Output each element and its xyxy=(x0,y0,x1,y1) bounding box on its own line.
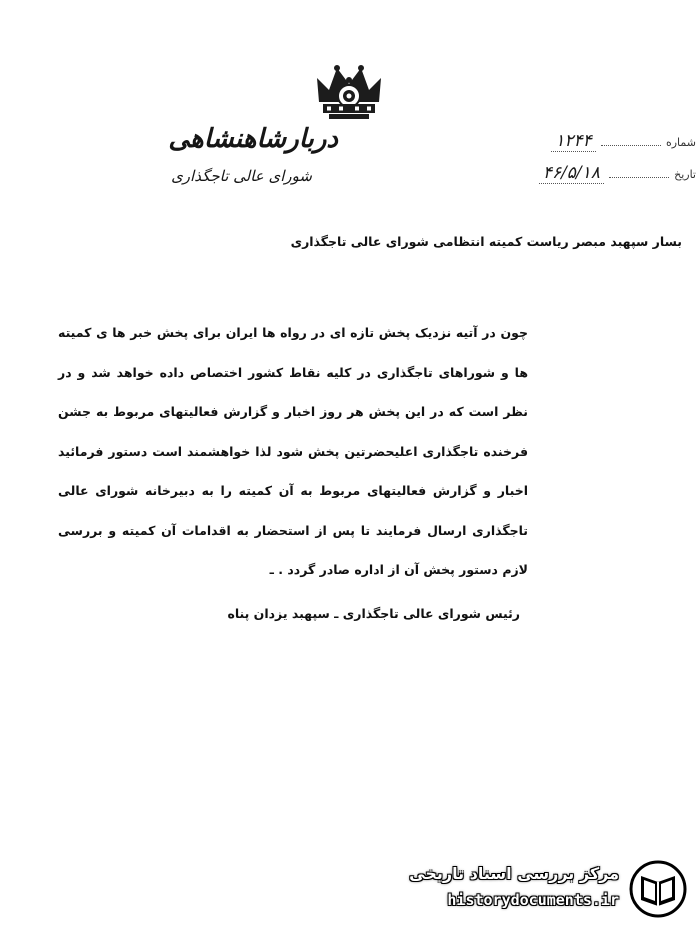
letter-number-row xyxy=(551,131,696,151)
letter-date-label: تاریخ xyxy=(674,168,696,181)
watermark-title: مرکز بررسی اسناد تاریخی xyxy=(409,864,619,883)
dotted-line xyxy=(601,145,661,146)
letter-number-label: شماره xyxy=(665,136,696,149)
letterhead-title: دربارشاهنشاهی xyxy=(168,124,338,154)
letterhead-subtitle: شورای عالی تاجگذاری xyxy=(171,167,312,185)
letter-number-value: ۱۲۴۴ xyxy=(551,131,596,152)
signature-line: رئیس شورای عالی تاجگذاری ـ سپهبد یزدان پناه xyxy=(227,606,520,621)
letter-body: چون در آتیه نزدیک پخش تازه ای در رواه ها ایران برای پخش خبر ها ی کمیته ها و شوراهای تاجگذاری در کلیه نقاط کشور اختصاص داده خواهد شد و در نظر است که در این پخش هر روز اخبار و گزارش فعالیتهای مربوط به جشن فرخنده تاجگذاری اعلیحضرتین پخش شود لذا خواهشمند است دستور فرمائید اخبار و گزارش فعالیتهای مربوط به آن کمیته را به دبیرخانه شورای عالی تاجگذاری ارسال فرمایند تا پس از استحضار به اقدامات آن کمیته و بررسی لازم دستور پخش آن از اداره صادر گردد . ـ xyxy=(58,325,528,577)
archive-book-logo-icon xyxy=(629,860,687,918)
letter-date-row xyxy=(539,163,696,183)
recipient-address: بسار سپهبد مبصر ریاست کمیته انتظامی شورای عالی تاجگذاری xyxy=(290,234,682,249)
archive-watermark xyxy=(410,858,695,920)
crown-emblem-icon xyxy=(313,62,385,124)
watermark-url: historydocuments.ir xyxy=(447,891,619,909)
dotted-line xyxy=(609,177,669,178)
letter-date-value: ۴۶/۵/۱۸ xyxy=(539,163,604,184)
